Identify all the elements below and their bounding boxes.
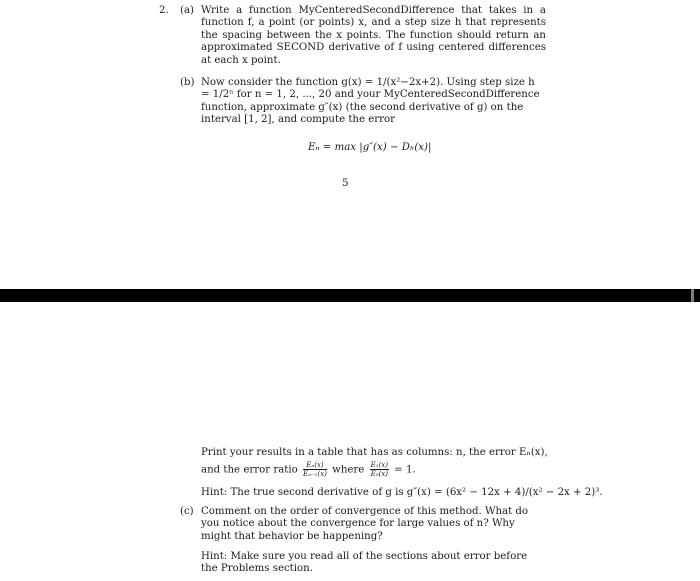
error-equation: Eₙ = max |g″(x) − Dₕ(x)|	[308, 142, 432, 153]
base-ratio-denominator: E₀(x)	[370, 470, 388, 478]
divider-edge-mark	[691, 289, 694, 302]
ratio-prefix: and the error ratio	[201, 464, 298, 476]
page-top	[0, 0, 700, 289]
hint-read-sections: Hint: Make sure you read all of the sections about error before the Problems section.	[201, 551, 528, 575]
page-number: 5	[342, 178, 349, 189]
part-c-label: (c)	[180, 506, 194, 517]
part-b-label: (b)	[180, 77, 195, 88]
hint-true-derivative: Hint: The true second derivative of g is g″(x) = (6x² − 12x + 4)/(x² − 2x + 2)³.	[201, 487, 603, 498]
part-a-label: (a)	[180, 5, 195, 16]
ratio-numerator: Eₙ(x)	[303, 461, 327, 470]
part-c-text: Comment on the order of convergence of this method. What do you notice about the convergence for large values of n? Why might that behavior be happening?	[201, 506, 529, 542]
base-ratio-numerator: E₁(x)	[370, 461, 388, 469]
ratio-suffix: = 1.	[394, 464, 416, 476]
part-a-text: Write a function MyCenteredSecondDifference that takes in a function f, a point (or points) x, and a step size h that represents the spacing between the x points. The function should return an approximated SECOND derivative of f using centered differences at each x point.	[201, 5, 546, 66]
ratio-where: where	[332, 464, 365, 476]
problem-number: 2.	[159, 5, 169, 16]
error-ratio-fraction	[303, 461, 327, 478]
part-b-text: Now consider the function g(x) = 1/(x²−2x+2). Using step size h = 1/2ⁿ for n = 1, 2, ..., 20 and your MyCenteredSecondDifference function, approximate g″(x) (the second derivative of g) on the interval [1, 2], and compute the error	[201, 77, 540, 126]
ratio-denominator: Eₙ₋₁(x)	[303, 470, 327, 478]
base-ratio-fraction	[370, 461, 389, 478]
print-table-instruction: Print your results in a table that has as columns: n, the error Eₙ(x),	[201, 447, 548, 458]
error-ratio-line	[201, 461, 416, 478]
page-divider	[0, 289, 700, 302]
